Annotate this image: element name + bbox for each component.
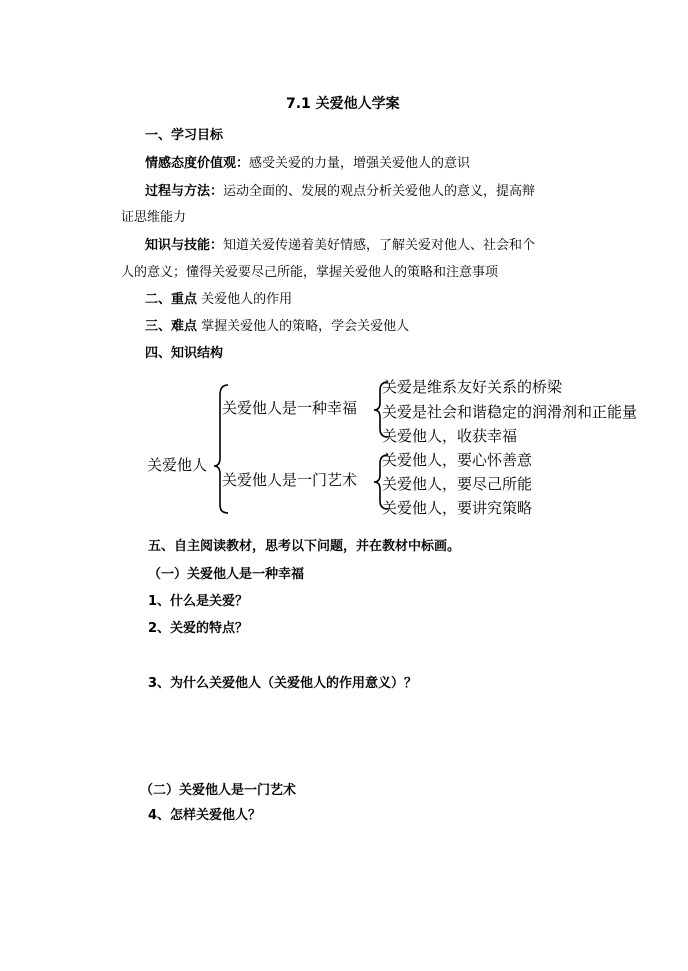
section-heading-structure: 四、知识结构 bbox=[145, 346, 224, 361]
objective-knowledge-text: 知道关爱传递着美好情感，了解关爱对他人、社会和个 bbox=[223, 238, 536, 253]
structure-item: 关爱他人，要讲究策略 bbox=[382, 499, 533, 517]
structure-branch-art: 关爱他人是一门艺术 bbox=[222, 471, 358, 489]
objective-process-text: 运动全面的、发展的观点分析关爱他人的意义，提高辩 bbox=[223, 184, 536, 199]
objective-knowledge-label: 知识与技能： bbox=[145, 238, 224, 253]
page-title: 7.1 关爱他人学案 bbox=[286, 96, 400, 112]
section-heading-objectives: 一、学习目标 bbox=[145, 128, 224, 143]
objective-process-label: 过程与方法： bbox=[145, 184, 224, 199]
structure-root: 关爱他人 bbox=[147, 456, 208, 474]
section-heading-reading: 五、自主阅读教材，思考以下问题，并在教材中标画。 bbox=[148, 539, 461, 554]
structure-item: 关爱他人，收获幸福 bbox=[382, 427, 518, 445]
part-heading-happiness: （一）关爱他人是一种幸福 bbox=[148, 567, 305, 582]
objective-knowledge-continued: 人的意义；懂得关爱要尽己所能，掌握关爱他人的策略和注意事项 bbox=[121, 265, 499, 280]
objective-emotion-text: 感受关爱的力量，增强关爱他人的意识 bbox=[249, 156, 471, 171]
structure-item: 关爱他人，要尽己所能 bbox=[382, 475, 533, 493]
question-4: 4、怎样关爱他人？ bbox=[148, 808, 262, 823]
key-point-text: 关爱他人的作用 bbox=[197, 292, 293, 307]
difficult-point-heading: 三、难点 bbox=[145, 319, 198, 334]
key-point-heading: 二、重点 bbox=[145, 292, 198, 307]
structure-item: 关爱是维系友好关系的桥梁 bbox=[382, 378, 563, 396]
structure-branch-happiness: 关爱他人是一种幸福 bbox=[222, 399, 358, 417]
objective-process-continued: 证思维能力 bbox=[121, 210, 187, 225]
structure-item: 关爱他人，要心怀善意 bbox=[382, 451, 533, 469]
difficult-point-text: 掌握关爱他人的策略，学会关爱他人 bbox=[197, 319, 410, 334]
objective-emotion-label: 情感态度价值观： bbox=[145, 156, 250, 171]
part-heading-art: （二）关爱他人是一门艺术 bbox=[140, 783, 297, 798]
question-2: 2、关爱的特点？ bbox=[148, 621, 249, 636]
structure-item: 关爱是社会和谐稳定的润滑剂和正能量 bbox=[382, 403, 638, 421]
question-1: 1、什么是关爱？ bbox=[148, 594, 249, 609]
question-3: 3、为什么关爱他人（关爱他人的作用意义）？ bbox=[148, 676, 418, 691]
